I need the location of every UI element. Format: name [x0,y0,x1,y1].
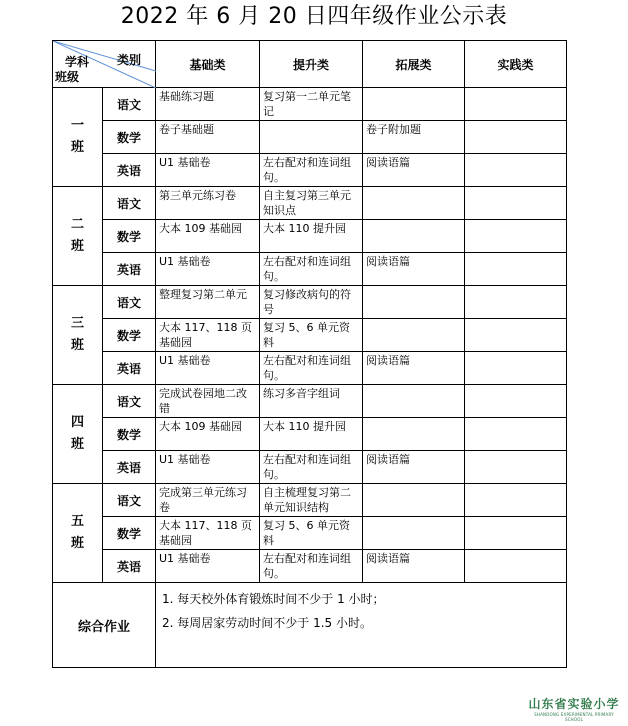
basic-cell: 第三单元练习卷 [156,187,260,220]
school-logo-en: SHANDONG EXPERIMENTAL PRIMARY SCHOOL [534,712,614,722]
extend-cell [363,418,465,451]
practice-cell [465,88,567,121]
improve-cell: 复习 5、6 单元资料 [260,517,363,550]
table-row [53,253,567,286]
corner-category-label: 类别 [117,53,142,67]
summary-line-1: 1. 每天校外体育锻炼时间不少于 1 小时； [162,592,385,606]
extend-cell [363,220,465,253]
extend-cell: 阅读语篇 [363,550,465,583]
corner-class-label: 班级 [55,70,80,84]
class-name-suffix: 班 [70,140,84,155]
subject-cell: 语文 [103,484,156,517]
improve-cell: 复习第一二单元笔记 [260,88,363,121]
class-name-suffix: 班 [70,338,84,353]
improve-cell: 自主复习第三单元知识点 [260,187,363,220]
extend-cell [363,187,465,220]
class-name-number: 三 [70,316,84,331]
subject-cell: 语文 [103,385,156,418]
table-row [53,220,567,253]
class-name-cell [53,187,103,286]
practice-cell [465,253,567,286]
improve-cell: 复习修改病句的符号 [260,286,363,319]
practice-cell [465,517,567,550]
corner-header-cell [53,41,156,88]
table-row [53,319,567,352]
basic-cell: U1 基础卷 [156,154,260,187]
class-name-number: 一 [70,118,84,133]
basic-cell: U1 基础卷 [156,451,260,484]
improve-cell: 左右配对和连词组句。 [260,352,363,385]
practice-cell [465,121,567,154]
basic-cell: U1 基础卷 [156,253,260,286]
subject-cell: 数学 [103,220,156,253]
header-basic: 基础类 [156,41,260,88]
extend-cell: 阅读语篇 [363,253,465,286]
class-name-number: 四 [70,415,84,430]
improve-cell: 左右配对和连词组句。 [260,253,363,286]
extend-cell [363,385,465,418]
improve-cell: 左右配对和连词组句。 [260,451,363,484]
basic-cell: 完成第三单元练习卷 [156,484,260,517]
table-row [53,352,567,385]
practice-cell [465,187,567,220]
basic-cell: 卷子基础题 [156,121,260,154]
improve-cell: 大本 110 提升园 [260,418,363,451]
class-name-cell [53,88,103,187]
summary-line-2: 2. 每周居家劳动时间不少于 1.5 小时。 [162,616,372,630]
subject-cell: 英语 [103,352,156,385]
basic-cell: U1 基础卷 [156,550,260,583]
class-name-cell [53,286,103,385]
table-row [53,121,567,154]
basic-cell: U1 基础卷 [156,352,260,385]
extend-cell [363,88,465,121]
header-extend: 拓展类 [363,41,465,88]
practice-cell [465,451,567,484]
practice-cell [465,220,567,253]
practice-cell [465,484,567,517]
school-logo-cn: 山东省实验小学 [528,697,620,711]
header-row [53,41,567,88]
basic-cell: 基础练习题 [156,88,260,121]
table-row [53,418,567,451]
subject-cell: 英语 [103,253,156,286]
subject-cell: 英语 [103,451,156,484]
basic-cell: 完成试卷园地二改错 [156,385,260,418]
extend-cell: 阅读语篇 [363,154,465,187]
table-row [53,484,567,517]
subject-cell: 语文 [103,88,156,121]
table-row [53,187,567,220]
extend-cell [363,484,465,517]
extend-cell [363,286,465,319]
improve-cell: 复习 5、6 单元资料 [260,319,363,352]
improve-cell: 自主梳理复习第二单元知识结构 [260,484,363,517]
header-practice: 实践类 [465,41,567,88]
class-name-suffix: 班 [70,437,84,452]
improve-cell: 左右配对和连词组句。 [260,550,363,583]
subject-cell: 英语 [103,550,156,583]
table-row [53,550,567,583]
subject-cell: 语文 [103,187,156,220]
subject-cell: 数学 [103,517,156,550]
class-name-number: 二 [70,217,84,232]
page-title: 2022 年 6 月 20 日四年级作业公示表 [120,4,508,29]
improve-cell: 大本 110 提升园 [260,220,363,253]
practice-cell [465,286,567,319]
basic-cell: 大本 109 基础园 [156,220,260,253]
basic-cell: 大本 117、118 页基础园 [156,517,260,550]
table-row [53,451,567,484]
class-name-number: 五 [70,514,84,529]
subject-cell: 数学 [103,319,156,352]
table-row [53,286,567,319]
header-improve: 提升类 [260,41,363,88]
extend-cell: 阅读语篇 [363,451,465,484]
class-name-suffix: 班 [70,239,84,254]
subject-cell: 数学 [103,121,156,154]
practice-cell [465,418,567,451]
table-row [53,517,567,550]
practice-cell [465,352,567,385]
subject-cell: 语文 [103,286,156,319]
summary-label: 综合作业 [53,583,156,668]
basic-cell: 大本 117、118 页基础园 [156,319,260,352]
improve-cell: 练习多音字组词 [260,385,363,418]
practice-cell [465,319,567,352]
summary-row [53,583,567,668]
table-row [53,154,567,187]
extend-cell: 阅读语篇 [363,352,465,385]
summary-notes [156,583,567,668]
extend-cell [363,319,465,352]
class-name-cell [53,385,103,484]
subject-cell: 数学 [103,418,156,451]
practice-cell [465,550,567,583]
corner-subject-label: 学科 [65,55,90,69]
improve-cell: 左右配对和连词组句。 [260,154,363,187]
extend-cell [363,517,465,550]
school-logo [528,695,620,722]
practice-cell [465,385,567,418]
improve-cell [260,121,363,154]
table-row [53,385,567,418]
homework-table [52,40,567,668]
basic-cell: 整理复习第二单元 [156,286,260,319]
class-name-cell [53,484,103,583]
basic-cell: 大本 109 基础园 [156,418,260,451]
practice-cell [465,154,567,187]
table-row [53,88,567,121]
subject-cell: 英语 [103,154,156,187]
extend-cell: 卷子附加题 [363,121,465,154]
class-name-suffix: 班 [70,536,84,551]
